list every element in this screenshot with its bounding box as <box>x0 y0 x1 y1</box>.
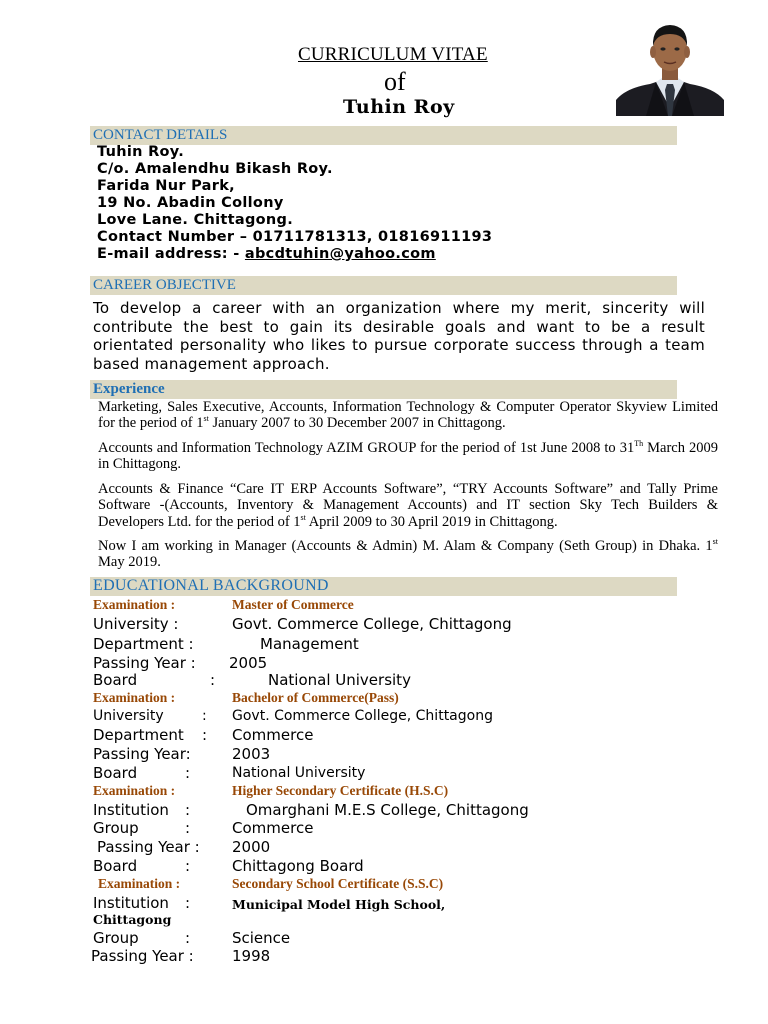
career-objective-header <box>90 276 677 295</box>
experience-text: January 2007 to 30 December 2007 in Chittagong. <box>208 415 506 432</box>
exam-value: Secondary School Certificate (S.S.C) <box>232 876 444 891</box>
department-value: Management <box>260 635 359 653</box>
experience-superscript: st <box>300 512 306 522</box>
group-value: Science <box>232 929 291 947</box>
board-label: Board <box>93 764 138 782</box>
board-label: Board <box>93 671 138 689</box>
passing-year-label: Passing Year: <box>93 745 191 763</box>
experience-text: Accounts & Finance “Care IT ERP Accounts Software”, “TRY Accounts Software” and Tally Prime Software -(Accounts, Inventory & Management Accounts) and IT section Sky Tech Builders & Developers Ltd. for the period of 1 <box>98 481 718 530</box>
board-colon: : <box>185 764 191 782</box>
candidate-name: Tuhin Roy <box>343 96 455 118</box>
experience-item <box>98 538 718 571</box>
group-label: Group <box>93 819 139 837</box>
contact-line: Farida Nur Park, <box>97 178 235 194</box>
board-colon: : <box>185 857 191 875</box>
exam-value: Higher Secondary Certificate (H.S.C) <box>232 783 449 798</box>
education-heading: EDUCATIONAL BACKGROUND <box>93 577 329 594</box>
group-value: Commerce <box>232 819 314 837</box>
exam-label: Examination : <box>93 690 176 705</box>
experience-item <box>98 399 718 432</box>
contact-line: Tuhin Roy. <box>97 144 185 160</box>
board-value: National University <box>232 765 366 781</box>
email-link[interactable]: abcdtuhin@yahoo.com <box>244 246 436 262</box>
experience-header <box>90 380 677 399</box>
experience-item <box>98 440 718 473</box>
title-of: of <box>384 67 406 96</box>
exam-label: Examination : <box>93 783 176 798</box>
experience-superscript: Th <box>634 439 644 448</box>
experience-item <box>98 481 718 530</box>
university-value: Govt. Commerce College, Chittagong <box>232 708 493 724</box>
university-value: Govt. Commerce College, Chittagong <box>232 615 512 633</box>
exam-value: Master of Commerce <box>232 597 354 612</box>
contact-line: 19 No. Abadin Collony <box>97 195 284 211</box>
experience-text: Now I am working in Manager (Accounts & Admin) M. Alam & Company (Seth Group) in Dhaka. 1 <box>98 538 713 554</box>
contact-line: C/o. Amalendhu Bikash Roy. <box>97 161 333 177</box>
department-label: Department : <box>93 635 194 653</box>
experience-text: April 2009 to 30 April 2019 in Chittagong. <box>305 513 558 530</box>
exam-value: Bachelor of Commerce(Pass) <box>232 690 399 705</box>
department-label: Department <box>93 726 184 744</box>
passing-year-label: Passing Year : <box>97 838 200 856</box>
group-colon: : <box>185 819 191 837</box>
experience-text: May 2019. <box>98 554 161 571</box>
exam-label: Examination : <box>93 597 176 612</box>
institution-label: Institution <box>93 894 169 912</box>
group-colon: : <box>185 929 191 947</box>
board-value: National University <box>268 671 411 689</box>
university-colon: : <box>202 708 207 724</box>
institution-value: Municipal Model High School, <box>232 897 446 912</box>
contact-line: Love Lane. Chittagong. <box>97 212 294 228</box>
institution-colon: : <box>185 894 191 912</box>
institution-colon: : <box>185 801 191 819</box>
experience-superscript: st <box>203 414 209 424</box>
experience-superscript: st <box>712 537 718 546</box>
email-label: E-mail address: - <box>97 246 245 262</box>
institution-label: Institution <box>93 801 169 819</box>
university-label: University : <box>93 615 179 633</box>
passing-year-value: 2000 <box>232 838 271 856</box>
experience-text: March 2009 in Chittagong. <box>98 440 719 473</box>
exam-label: Examination : <box>98 876 181 891</box>
career-objective-heading: CAREER OBJECTIVE <box>93 277 236 293</box>
passing-year-value: 1998 <box>232 947 271 965</box>
department-value: Commerce <box>232 726 314 744</box>
board-colon: : <box>210 671 216 689</box>
document-title: CURRICULUM VITAE <box>298 44 488 65</box>
experience-text: Marketing, Sales Executive, Accounts, Information Technology & Computer Operator Skyview Limited for the period of 1 <box>98 399 718 432</box>
department-colon: : <box>202 726 208 744</box>
institution-value-continued: Chittagong <box>93 912 172 927</box>
contact-details-heading: CONTACT DETAILS <box>93 127 228 143</box>
education-header <box>90 577 677 596</box>
experience-heading: Experience <box>93 381 165 397</box>
passing-year-label: Passing Year : <box>93 654 196 672</box>
group-label: Group <box>93 929 139 947</box>
career-objective-text: To develop a career with an organization where my merit, sincerity will contribute the best to gain its desirable goals and want to be a result orientated personality who likes to pursue corporate success through a team based management approach. <box>93 299 705 373</box>
experience-text: Accounts and Information Technology AZIM GROUP for the period of 1st June 2008 to 31 <box>98 440 635 456</box>
board-label: Board <box>93 857 138 875</box>
board-value: Chittagong Board <box>232 857 364 875</box>
passing-year-label: Passing Year : <box>91 947 194 965</box>
profile-photo-drawing <box>616 16 724 116</box>
passing-year-value: 2005 <box>229 654 268 672</box>
passing-year-value: 2003 <box>232 745 271 763</box>
email-row <box>97 246 436 262</box>
university-label: University <box>93 708 164 724</box>
institution-value: Omarghani M.E.S College, Chittagong <box>246 801 529 819</box>
profile-photo <box>616 16 724 116</box>
contact-details-header <box>90 126 677 145</box>
contact-number: Contact Number – 01711781313, 01816911193 <box>97 229 493 245</box>
